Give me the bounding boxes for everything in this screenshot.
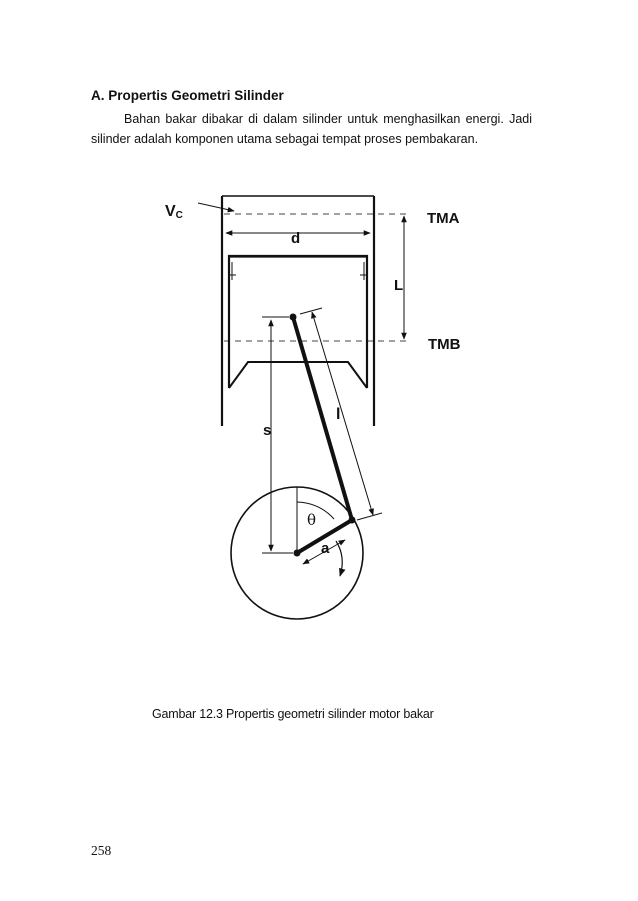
figure-caption: Gambar 12.3 Propertis geometri silinder motor bakar <box>152 707 434 721</box>
body-paragraph: Bahan bakar dibakar di dalam silinder untuk menghasilkan energi. Jadi silinder adalah komponen utama sebagai tempat proses pembakaran. <box>91 112 532 146</box>
vc-arrow <box>198 203 234 211</box>
rotation-arrow <box>336 541 342 576</box>
crank-pin <box>349 517 356 524</box>
tmb-label: TMB <box>428 336 461 353</box>
distance-label: s <box>263 422 272 439</box>
piston <box>229 256 367 388</box>
rod-length-label: l <box>336 406 341 423</box>
section-heading: A. Propertis Geometri Silinder <box>91 88 284 103</box>
crank-radius-label: a <box>321 540 330 557</box>
bore-label: d <box>291 230 301 247</box>
piston-pin <box>290 314 297 321</box>
tma-label: TMA <box>427 210 460 227</box>
vc-label: VC <box>165 203 183 221</box>
page-number: 258 <box>91 843 112 858</box>
stroke-label: L <box>394 277 404 294</box>
crank-angle-label: θ <box>307 511 317 529</box>
